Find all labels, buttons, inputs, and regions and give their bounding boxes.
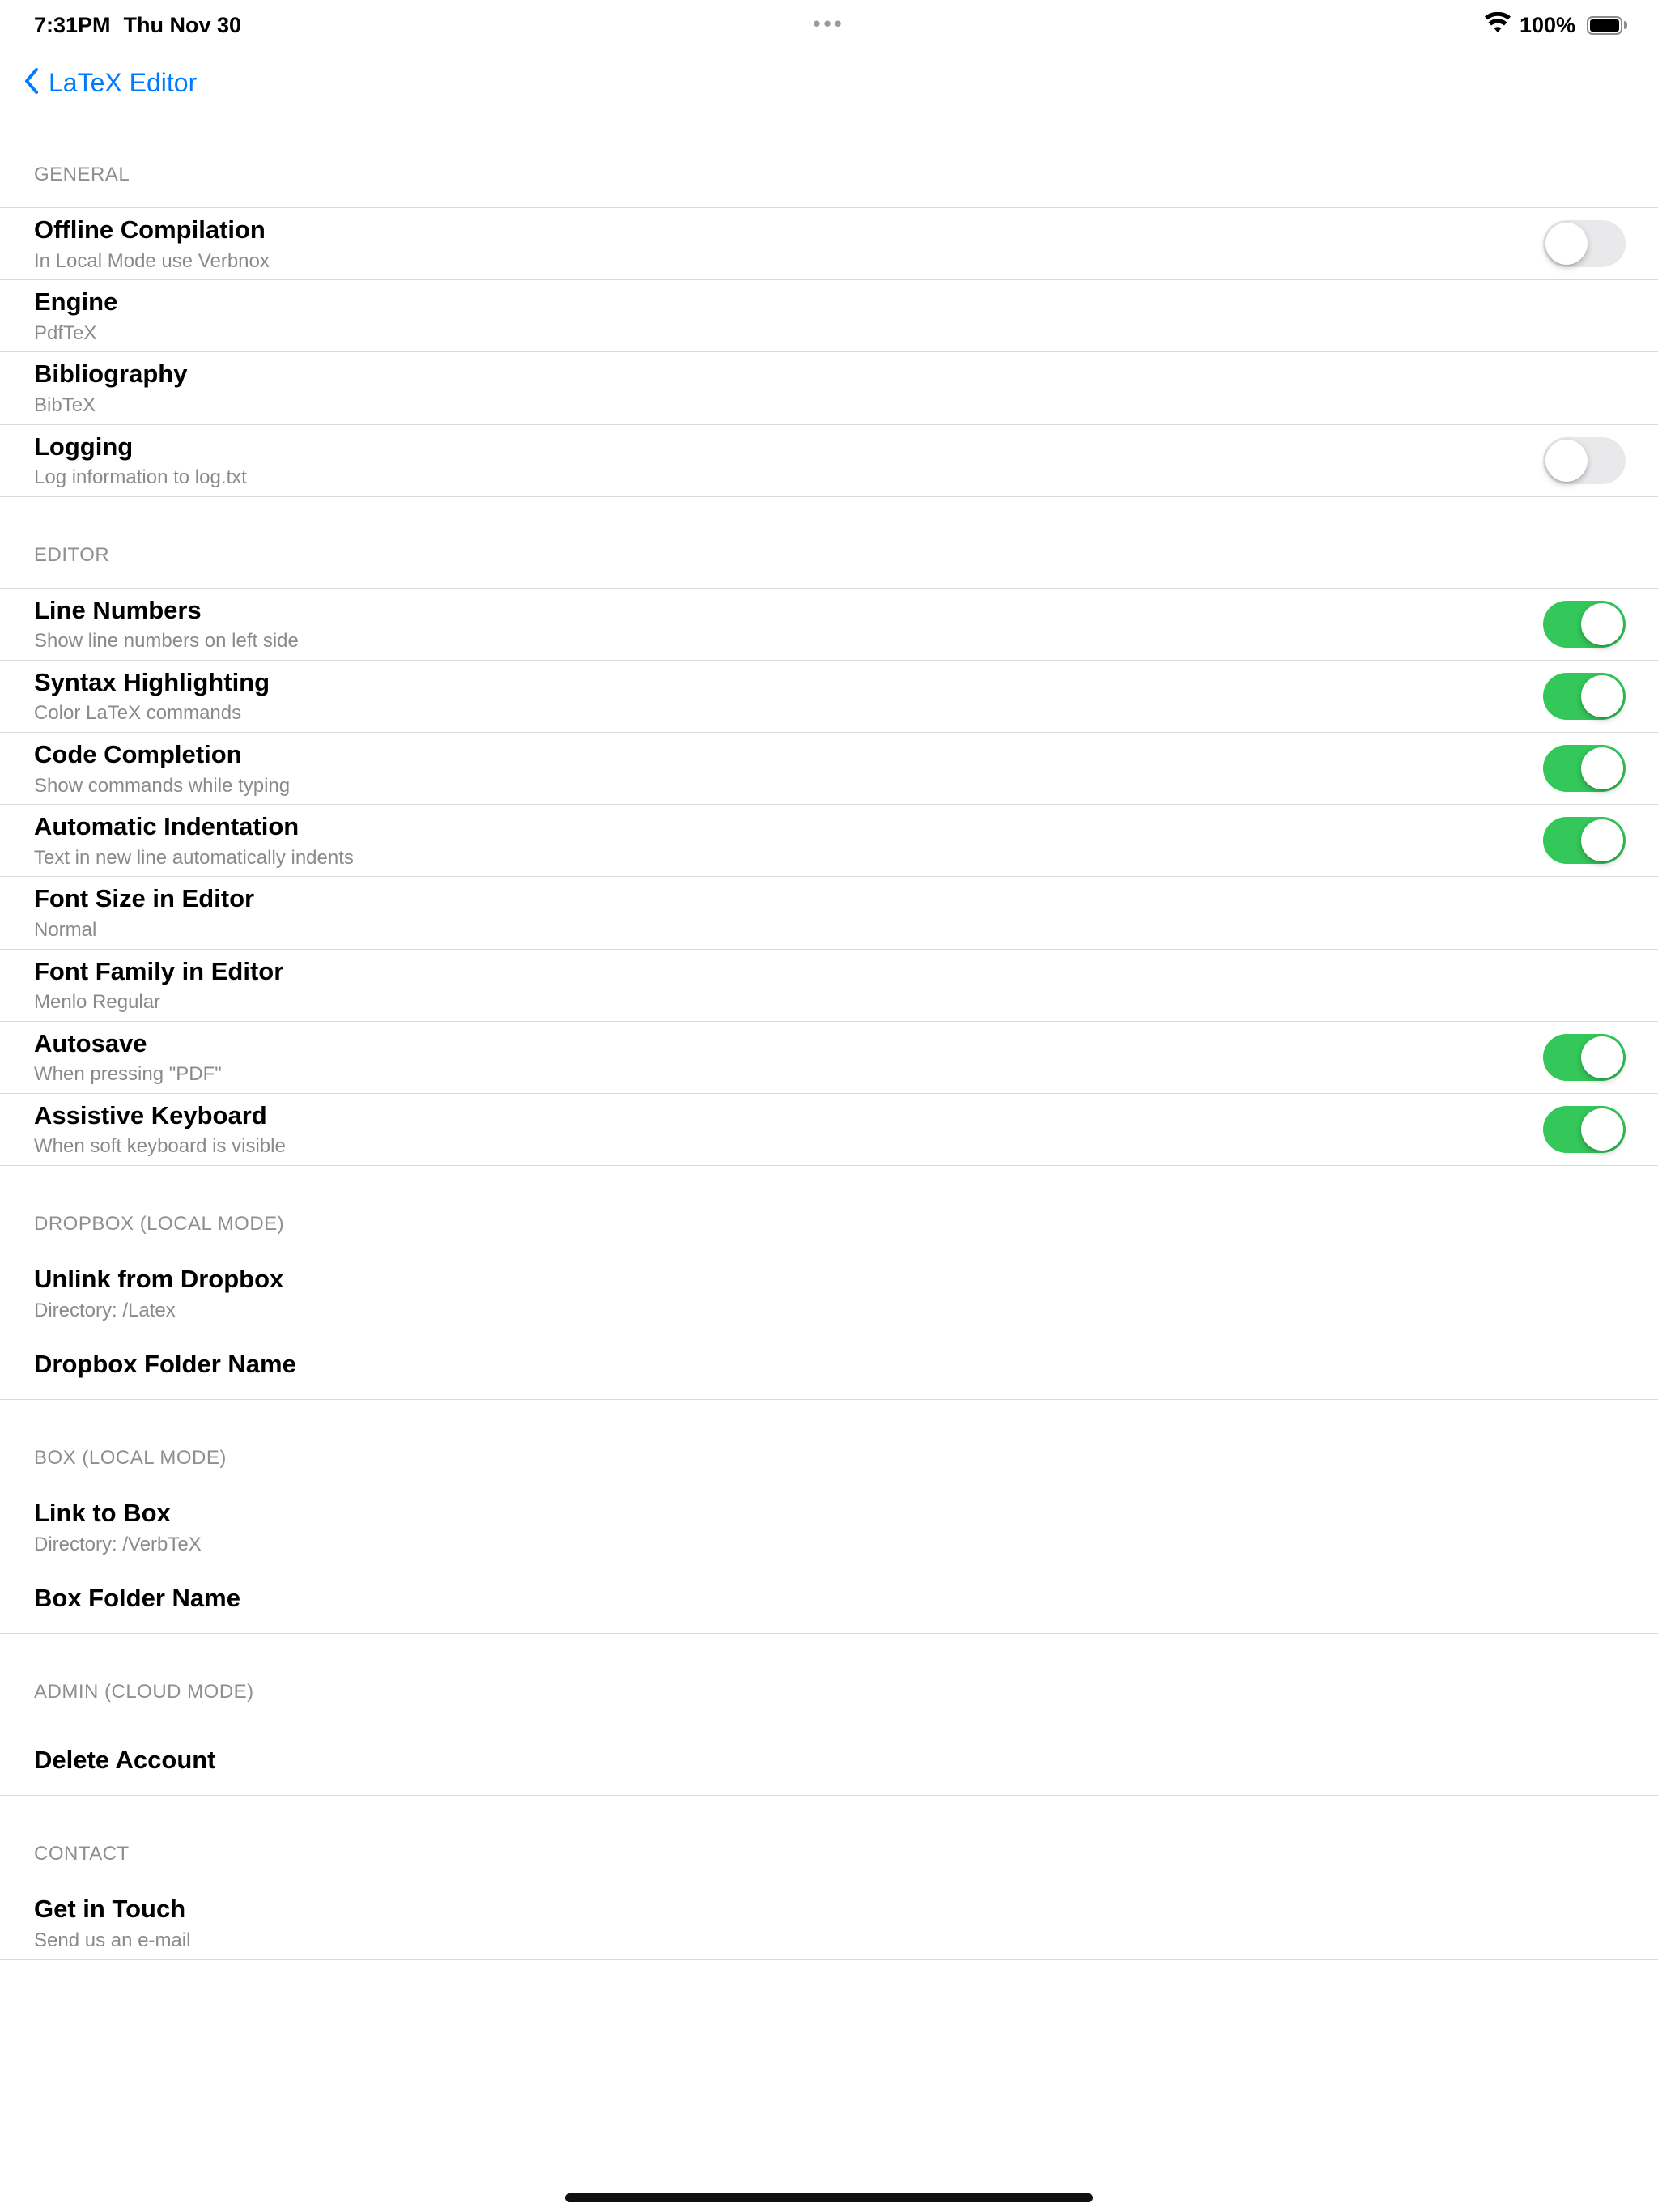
row-title: Offline Compilation [34,215,266,244]
ellipsis-icon: ••• [813,11,845,36]
row-subtitle: In Local Mode use Verbnox [34,249,270,272]
settings-list [0,164,1658,1960]
row-unlink-from-dropbox[interactable] [0,1257,1658,1329]
row-assistive-keyboard [0,1094,1658,1166]
row-title: Font Size in Editor [34,884,255,913]
row-subtitle: Color LaTeX commands [34,702,242,725]
section-header: BOX (LOCAL MODE) [34,1447,227,1470]
status-time: 7:31PM [34,12,111,37]
section-header: CONTACT [34,1843,130,1865]
row-subtitle: Directory: /Latex [34,1299,176,1321]
wifi-icon [1484,12,1511,39]
row-subtitle: PdfTeX [34,321,97,344]
back-label: LaTeX Editor [49,67,198,97]
section-admin-cloud-mode [0,1681,1658,1796]
chevron-left-icon [23,66,40,100]
row-automatic-indentation [0,805,1658,877]
row-title: Line Numbers [34,595,202,624]
section-general [0,164,1658,497]
row-title: Syntax Highlighting [34,667,270,696]
row-offline-compilation [0,208,1658,280]
row-title: Assistive Keyboard [34,1100,267,1129]
row-autosave [0,1022,1658,1094]
row-box-folder-name[interactable] [0,1563,1658,1634]
row-logging [0,425,1658,497]
row-title: Get in Touch [34,1895,186,1924]
row-subtitle: Send us an e-mail [34,1929,191,1951]
row-subtitle: Normal [34,918,97,941]
back-button[interactable] [23,66,197,100]
offline-compilation-toggle[interactable] [1543,220,1626,267]
section-header: GENERAL [34,164,130,185]
row-font-family-in-editor[interactable] [0,950,1658,1022]
syntax-highlighting-toggle[interactable] [1543,673,1626,720]
row-title: Logging [34,432,134,461]
logging-toggle[interactable] [1543,437,1626,484]
row-title: Engine [34,287,118,317]
status-indicators [1484,12,1627,39]
row-subtitle: BibTeX [34,393,96,416]
section-box-local-mode [0,1447,1658,1634]
row-delete-account[interactable] [0,1725,1658,1796]
row-subtitle: Log information to log.txt [34,466,247,489]
status-time-date [34,13,241,38]
row-title: Font Family in Editor [34,956,284,985]
section-dropbox-local-mode [0,1213,1658,1400]
row-title: Code Completion [34,740,242,769]
row-subtitle: Text in new line automatically indents [34,846,354,869]
row-line-numbers [0,589,1658,661]
section-header: EDITOR [34,543,110,566]
row-subtitle: When pressing "PDF" [34,1063,222,1086]
row-code-completion [0,733,1658,805]
section-editor [0,544,1658,1166]
battery-percent: 100% [1519,12,1575,37]
row-syntax-highlighting [0,661,1658,733]
row-get-in-touch[interactable] [0,1887,1658,1959]
status-bar [0,0,1658,42]
row-engine[interactable] [0,280,1658,352]
row-link-to-box[interactable] [0,1491,1658,1563]
line-numbers-toggle[interactable] [1543,601,1626,648]
row-subtitle: Show commands while typing [34,774,291,797]
row-title: Delete Account [34,1746,216,1775]
row-title: Autosave [34,1028,147,1057]
row-title: Dropbox Folder Name [34,1349,296,1378]
section-header: DROPBOX (LOCAL MODE) [34,1213,285,1236]
battery-icon [1587,16,1627,35]
code-completion-toggle[interactable] [1543,745,1626,792]
section-contact [0,1843,1658,1959]
row-dropbox-folder-name[interactable] [0,1329,1658,1400]
row-title: Bibliography [34,359,188,389]
row-title: Box Folder Name [34,1584,240,1613]
row-title: Link to Box [34,1499,171,1528]
row-subtitle: When soft keyboard is visible [34,1135,286,1158]
row-subtitle: Menlo Regular [34,991,161,1014]
status-date: Thu Nov 30 [123,12,242,37]
row-subtitle: Directory: /VerbTeX [34,1533,202,1555]
home-indicator[interactable] [565,2193,1093,2202]
automatic-indentation-toggle[interactable] [1543,817,1626,864]
row-bibliography[interactable] [0,352,1658,424]
autosave-toggle[interactable] [1543,1034,1626,1081]
nav-bar [0,53,1658,112]
section-header: ADMIN (CLOUD MODE) [34,1681,254,1704]
row-title: Automatic Indentation [34,812,300,841]
row-subtitle: Show line numbers on left side [34,630,299,653]
assistive-keyboard-toggle[interactable] [1543,1106,1626,1153]
row-title: Unlink from Dropbox [34,1265,284,1294]
row-font-size-in-editor[interactable] [0,877,1658,949]
